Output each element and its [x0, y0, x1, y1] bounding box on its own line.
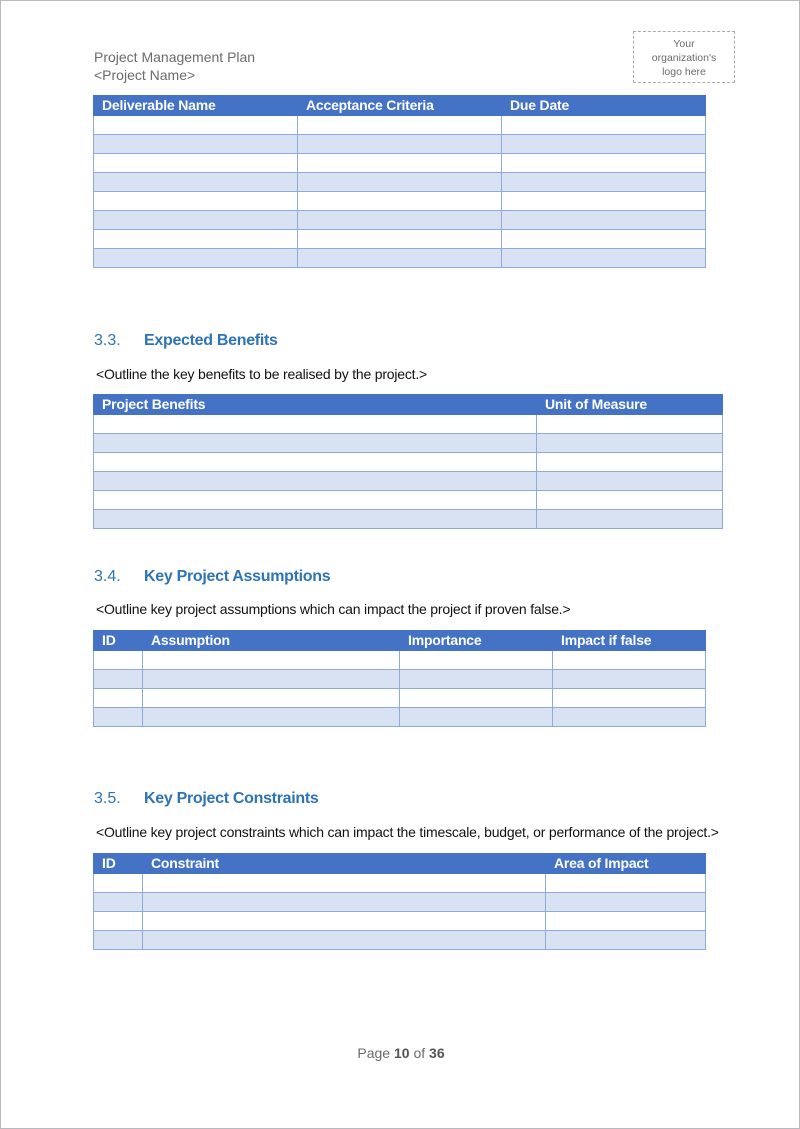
- column-header: Impact if false: [553, 631, 706, 651]
- constraints-table: [93, 853, 706, 950]
- table-header-row: [94, 631, 706, 651]
- table-row: [94, 874, 706, 893]
- column-header: ID: [94, 854, 143, 874]
- table-header-row: [94, 96, 706, 116]
- current-page-number: 10: [393, 1045, 410, 1061]
- table-cell[interactable]: [502, 230, 706, 249]
- column-header: Assumption: [143, 631, 400, 651]
- table-cell[interactable]: [94, 510, 537, 529]
- table-cell[interactable]: [502, 192, 706, 211]
- project-name-placeholder: <Project Name>: [94, 67, 196, 83]
- table-cell[interactable]: [546, 912, 706, 931]
- table-cell[interactable]: [94, 931, 143, 950]
- table-cell[interactable]: [298, 154, 502, 173]
- table-row: [94, 230, 706, 249]
- table-cell[interactable]: [143, 689, 400, 708]
- table-cell[interactable]: [94, 415, 537, 434]
- section-number: 3.3.: [94, 332, 121, 349]
- table-cell[interactable]: [94, 192, 298, 211]
- table-row: [94, 491, 723, 510]
- table-cell[interactable]: [94, 230, 298, 249]
- section-number: 3.4.: [94, 568, 121, 585]
- table-cell[interactable]: [298, 230, 502, 249]
- table-row: [94, 211, 706, 230]
- table-row: [94, 931, 706, 950]
- table-cell[interactable]: [94, 453, 537, 472]
- table-cell[interactable]: [298, 135, 502, 154]
- document-title: Project Management Plan: [94, 49, 256, 65]
- column-header: Area of Impact: [546, 854, 706, 874]
- logo-text-line: Your: [673, 38, 695, 50]
- table-row: [94, 154, 706, 173]
- table-cell[interactable]: [298, 249, 502, 268]
- section-heading: Key Project Assumptions: [144, 568, 331, 585]
- table-row: [94, 434, 723, 453]
- table-cell[interactable]: [143, 931, 546, 950]
- table-cell[interactable]: [143, 912, 546, 931]
- column-header: Project Benefits: [94, 395, 537, 415]
- table-cell[interactable]: [502, 116, 706, 135]
- table-row: [94, 912, 706, 931]
- table-cell[interactable]: [94, 689, 143, 708]
- table-row: [94, 651, 706, 670]
- table-cell[interactable]: [400, 708, 553, 727]
- table-cell[interactable]: [546, 893, 706, 912]
- table-cell[interactable]: [553, 689, 706, 708]
- table-row: [94, 116, 706, 135]
- column-header: Acceptance Criteria: [298, 96, 502, 116]
- footer-of-text: of: [413, 1045, 426, 1061]
- column-header: Unit of Measure: [537, 395, 723, 415]
- table-cell[interactable]: [143, 874, 546, 893]
- table-cell[interactable]: [94, 874, 143, 893]
- table-cell[interactable]: [94, 912, 143, 931]
- table-cell[interactable]: [546, 874, 706, 893]
- column-header: Importance: [400, 631, 553, 651]
- table-cell[interactable]: [143, 670, 400, 689]
- assumptions-table: [93, 630, 706, 727]
- section-heading: Key Project Constraints: [144, 790, 319, 807]
- table-cell[interactable]: [298, 192, 502, 211]
- table-row: [94, 249, 706, 268]
- table-cell[interactable]: [143, 651, 400, 670]
- table-cell[interactable]: [94, 708, 143, 727]
- table-cell[interactable]: [502, 154, 706, 173]
- table-row: [94, 893, 706, 912]
- table-row: [94, 708, 706, 727]
- table-cell[interactable]: [94, 249, 298, 268]
- table-cell[interactable]: [537, 472, 723, 491]
- logo-text-line: logo here: [662, 66, 706, 78]
- table-row: [94, 689, 706, 708]
- table-cell[interactable]: [94, 670, 143, 689]
- table-cell[interactable]: [537, 434, 723, 453]
- table-cell[interactable]: [94, 893, 143, 912]
- section-description: <Outline key project constraints which can impact the timescale, budget, or performance of the project.>: [96, 824, 719, 840]
- total-page-count: 36: [429, 1045, 445, 1061]
- table-cell[interactable]: [553, 651, 706, 670]
- page-footer: [1, 1045, 800, 1061]
- table-header-row: [94, 395, 723, 415]
- table-cell[interactable]: [502, 135, 706, 154]
- table-cell[interactable]: [537, 491, 723, 510]
- section-description: <Outline key project assumptions which can impact the project if proven false.>: [96, 601, 571, 617]
- table-cell[interactable]: [94, 173, 298, 192]
- section-description: <Outline the key benefits to be realised by the project.>: [96, 366, 428, 382]
- table-cell[interactable]: [94, 434, 537, 453]
- benefits-table: [93, 394, 723, 529]
- table-cell[interactable]: [94, 651, 143, 670]
- table-cell[interactable]: [553, 670, 706, 689]
- table-row: [94, 192, 706, 211]
- table-cell[interactable]: [546, 931, 706, 950]
- deliverables-table: [93, 95, 706, 268]
- table-row: [94, 510, 723, 529]
- column-header: Constraint: [143, 854, 546, 874]
- section-number: 3.5.: [94, 790, 121, 807]
- table-cell[interactable]: [94, 135, 298, 154]
- table-cell[interactable]: [537, 415, 723, 434]
- table-cell[interactable]: [143, 708, 400, 727]
- column-header: ID: [94, 631, 143, 651]
- table-cell[interactable]: [400, 670, 553, 689]
- section-heading: Expected Benefits: [144, 332, 278, 349]
- table-row: [94, 173, 706, 192]
- table-header-row: [94, 854, 706, 874]
- table-cell[interactable]: [502, 173, 706, 192]
- table-cell[interactable]: [298, 211, 502, 230]
- logo-text-line: organization's: [651, 52, 717, 64]
- table-cell[interactable]: [94, 211, 298, 230]
- table-row: [94, 453, 723, 472]
- table-row: [94, 472, 723, 491]
- table-cell[interactable]: [537, 510, 723, 529]
- table-row: [94, 135, 706, 154]
- logo-placeholder: [633, 31, 735, 83]
- table-cell[interactable]: [400, 689, 553, 708]
- column-header: Due Date: [502, 96, 706, 116]
- table-cell[interactable]: [94, 116, 298, 135]
- table-cell[interactable]: [502, 249, 706, 268]
- table-row: [94, 415, 723, 434]
- table-cell[interactable]: [553, 708, 706, 727]
- table-row: [94, 670, 706, 689]
- table-cell[interactable]: [94, 154, 298, 173]
- table-cell[interactable]: [400, 651, 553, 670]
- table-cell[interactable]: [94, 491, 537, 510]
- footer-page-prefix: Page: [357, 1045, 391, 1061]
- table-cell[interactable]: [143, 893, 546, 912]
- table-cell[interactable]: [298, 173, 502, 192]
- table-cell[interactable]: [94, 472, 537, 491]
- table-cell[interactable]: [298, 116, 502, 135]
- column-header: Deliverable Name: [94, 96, 298, 116]
- table-cell[interactable]: [537, 453, 723, 472]
- table-cell[interactable]: [502, 211, 706, 230]
